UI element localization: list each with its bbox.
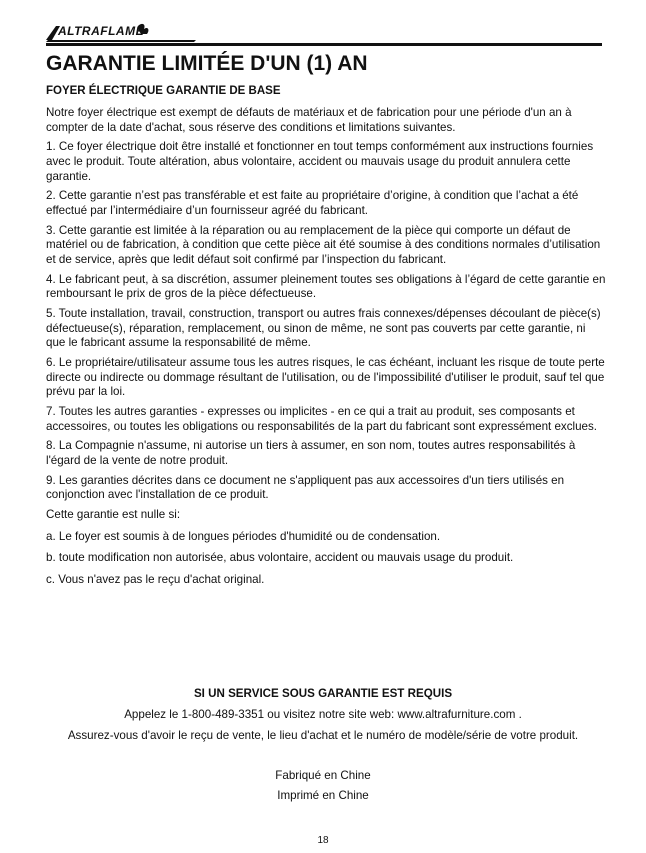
void-condition-c: c. Vous n'avez pas le reçu d'achat original. (46, 572, 265, 586)
warranty-clause-4: 4. Le fabricant peut, à sa discrétion, assumer pleinement toutes ses obligations à l’égard de cette garantie en remboursant le prix de gros de la pièce défectueuse. (46, 272, 606, 301)
header-rule (46, 43, 602, 46)
section-subtitle: FOYER ÉLECTRIQUE GARANTIE DE BASE (46, 85, 281, 97)
warranty-clause-3: 3. Cette garantie est limitée à la réparation ou au remplacement de la pièce qui comporte un défaut de matériel ou de fabrication, à condition que cette pièce ait été soumise à des conditions normales d’utilisation et de service, après que ledit défaut soit confirmé par l’inspection du fabricant. (46, 223, 601, 266)
void-conditions-heading: Cette garantie est nulle si: (46, 508, 181, 522)
warranty-clause-6: 6. Le propriétaire/utilisateur assume tous les autres risques, le cas échéant, incluant les risque de toute perte directe ou indirecte ou dommage résultant de l'utilisation, ou de l'impossibilité d'utiliser le produit, sauf tel que prévu par la loi. (46, 356, 605, 399)
warranty-clause-2: 2. Cette garantie n’est pas transférable et est faite au propriétaire d’origine, à condition que l’achat a été effectué par l’intermédiaire d’un fournisseur agréé du fabricant. (46, 189, 579, 217)
intro-paragraph: Notre foyer électrique est exempt de défauts de matériaux et de fabrication pour une période d'un an à compter de la date d'achat, sous réserve des conditions et limitations suivantes. (46, 106, 572, 134)
service-heading: SI UN SERVICE SOUS GARANTIE EST REQUIS (193, 687, 453, 700)
warranty-clause-8: 8. La Compagnie n'assume, ni autorise un tiers à assumer, en son nom, toutes autres responsabilités à l'égard de la vente de notre produit. (46, 439, 576, 467)
origin-section (0, 766, 646, 806)
void-condition-b: b. toute modification non autorisée, abus volontaire, accident ou mauvais usage du produit. (46, 551, 514, 565)
void-condition-a: a. Le foyer est soumis à de longues périodes d'humidité ou de condensation. (46, 529, 441, 543)
page-number: 18 (317, 835, 329, 846)
warranty-body (46, 106, 606, 595)
brand-wordmark: ALTRAFLAME (58, 24, 145, 38)
service-section (0, 683, 646, 746)
printed-in-label: Imprimé en Chine (277, 789, 369, 802)
warranty-clause-1: 1. Ce foyer électrique doit être installé et fonctionner en tout temps conformément aux instructions fournies avec le produit. Toute altération, abus volontaire, accident ou mauvais usage du produit annulera cette garantie. (46, 140, 594, 183)
page-title: GARANTIE LIMITÉE D'UN (1) AN (46, 52, 368, 75)
service-reminder: Assurez-vous d'avoir le reçu de vente, le lieu d'achat et le numéro de modèle/série de votre produit. (67, 729, 579, 742)
warranty-clause-7: 7. Toutes les autres garanties - expresses ou implicites - en ce qui a trait au produit, ses composants et accessoires, ou toutes les obligations ou responsabilités de la part du fabricant sont expressément exclues. (46, 405, 598, 433)
warranty-clause-9: 9. Les garanties décrites dans ce document ne s'appliquent pas aux accessoires d'un tiers utilisés en conjonction avec l'installation de ce produit. (46, 473, 565, 502)
made-in-label: Fabriqué en Chine (275, 769, 371, 782)
warranty-clause-5: 5. Toute installation, travail, construction, transport ou autres frais connexes/dépenses découlant de pièce(s) défectueuse(s), réparation, remplacement, ou sinon de même, ne sont pas couverts par cette garantie, ni que le fabricant assume la responsabilité de même. (46, 307, 601, 350)
service-contact: Appelez le 1-800-489-3351 ou visitez notre site web: www.altrafurniture.com . (124, 708, 522, 721)
